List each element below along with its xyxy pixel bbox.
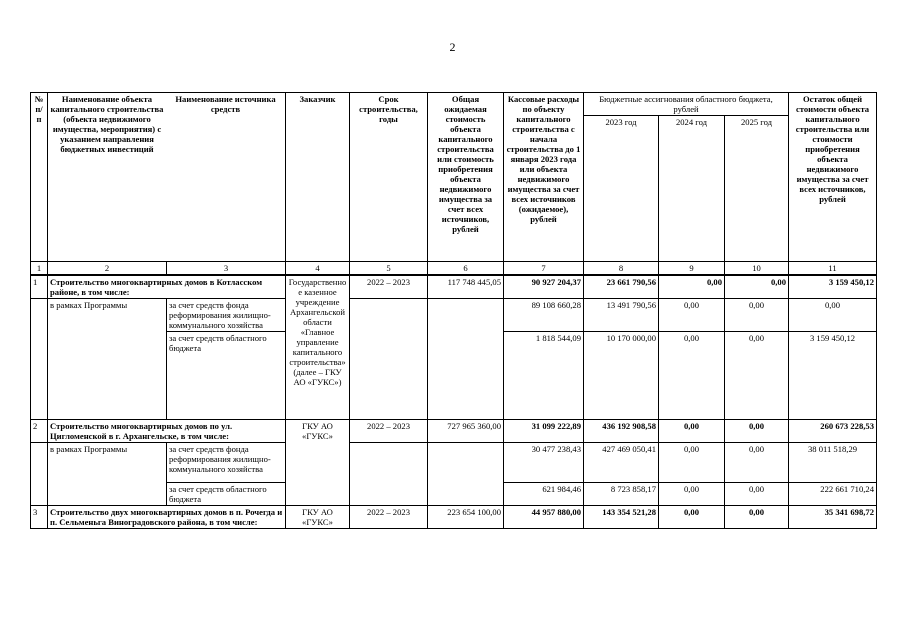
- header-term: Срок строительства, годы: [350, 93, 428, 262]
- row-2025: 0,00: [725, 420, 789, 443]
- row-2024: 0,00: [659, 275, 725, 299]
- col-number: 9: [659, 262, 725, 276]
- col-number: 11: [789, 262, 877, 276]
- budget-table: [30, 92, 877, 529]
- row-total: 223 654 100,00: [428, 506, 504, 529]
- header-2024: 2024 год: [659, 116, 725, 262]
- page-number: 2: [449, 40, 456, 54]
- row-rest: 35 341 698,72: [789, 506, 877, 529]
- row-2023: 10 170 000,00: [584, 332, 659, 420]
- row-2025: 0,00: [725, 483, 789, 506]
- row-rest: 3 159 450,12: [789, 332, 877, 420]
- row-total: 117 748 445,05: [428, 275, 504, 299]
- row-rest: 222 661 710,24: [789, 483, 877, 506]
- row-cash: 30 477 238,43: [504, 443, 584, 483]
- row-rest: 260 673 228,53: [789, 420, 877, 443]
- row-2025: 0,00: [725, 443, 789, 483]
- row-2025: 0,00: [725, 299, 789, 332]
- row-num: 2: [31, 420, 48, 443]
- row-source: за счет средств фонда реформирования жилищно-коммунального хозяйства: [167, 443, 286, 483]
- row-object: Строительство многоквартирных домов в Котласском районе, в том числе:: [48, 275, 286, 299]
- column-number-row: [31, 262, 877, 276]
- col-number: 1: [31, 262, 48, 276]
- row-cash: 89 108 660,28: [504, 299, 584, 332]
- header-customer: Заказчик: [286, 93, 350, 262]
- table-row: [31, 275, 877, 299]
- table-subrow: [31, 443, 877, 483]
- row-program: в рамках Программы: [48, 443, 167, 506]
- row-rest: 3 159 450,12: [789, 275, 877, 299]
- row-source: за счет средств областного бюджета: [167, 483, 286, 506]
- header-cash-expenses: Кассовые расходы по объекту капитального строительства с начала строительства до 1 января 2023 года или объекта недвижимого имущества за счет всех источников (ожидаемое), рублей: [504, 93, 584, 262]
- row-2025: 0,00: [725, 275, 789, 299]
- row-2024: 0,00: [659, 483, 725, 506]
- header-row: [31, 93, 877, 116]
- row-2023: 143 354 521,28: [584, 506, 659, 529]
- row-customer: Государственное казенное учреждение Архангельской области «Главное управление капитального строительства» (далее – ГКУ АО «ГУКС»): [286, 275, 350, 420]
- row-2023: 436 192 908,58: [584, 420, 659, 443]
- row-2024: 0,00: [659, 299, 725, 332]
- col-number: 8: [584, 262, 659, 276]
- row-2024: 0,00: [659, 420, 725, 443]
- row-2023: 427 469 050,41: [584, 443, 659, 483]
- table-row: [31, 420, 877, 443]
- col-number: 10: [725, 262, 789, 276]
- col-number: 5: [350, 262, 428, 276]
- header-object-source: [48, 93, 286, 262]
- row-rest: 0,00: [789, 299, 877, 332]
- col-number: 4: [286, 262, 350, 276]
- header-2025: 2025 год: [725, 116, 789, 262]
- col-number: 7: [504, 262, 584, 276]
- row-cash: 44 957 880,00: [504, 506, 584, 529]
- col-number: 6: [428, 262, 504, 276]
- table-subrow: [31, 299, 877, 332]
- row-source: за счет средств фонда реформирования жилищно-коммунального хозяйства: [167, 299, 286, 332]
- col-number: 2: [48, 262, 167, 276]
- row-num: 1: [31, 275, 48, 299]
- row-2023: 13 491 790,56: [584, 299, 659, 332]
- row-2025: 0,00: [725, 506, 789, 529]
- row-cash: 90 927 204,37: [504, 275, 584, 299]
- header-num: № п/п: [31, 93, 48, 262]
- row-object: Строительство многоквартирных домов по ул. Цигломенской в г. Архангельске, в том числе:: [48, 420, 286, 443]
- row-2024: 0,00: [659, 332, 725, 420]
- row-2024: 0,00: [659, 506, 725, 529]
- row-cash: 31 099 222,89: [504, 420, 584, 443]
- row-2023: 8 723 858,17: [584, 483, 659, 506]
- row-source: за счет средств областного бюджета: [167, 332, 286, 420]
- row-2023: 23 661 790,56: [584, 275, 659, 299]
- header-total-cost: Общая ожидаемая стоимость объекта капитального строительства или стоимость приобретения объекта недвижимого имущества за счет всех источников, рублей: [428, 93, 504, 262]
- row-cash: 1 818 544,09: [504, 332, 584, 420]
- row-2024: 0,00: [659, 443, 725, 483]
- row-term: 2022 – 2023: [350, 420, 428, 443]
- row-num: 3: [31, 506, 48, 529]
- header-2023: 2023 год: [584, 116, 659, 262]
- header-allocations: Бюджетные ассигнования областного бюджета, рублей: [584, 93, 789, 116]
- row-rest: 38 011 518,29: [789, 443, 877, 483]
- row-program: в рамках Программы: [48, 299, 167, 420]
- header-object: Наименование объекта капитального строительства (объекта недвижимого имущества, мероприятия) с указанием направления бюджетных инвестиций: [50, 94, 164, 154]
- row-term: 2022 – 2023: [350, 506, 428, 529]
- row-customer: ГКУ АО «ГУКС»: [286, 420, 350, 506]
- header-source: Наименование источника средств: [175, 94, 276, 114]
- row-object: Строительство двух многоквартирных домов в п. Рочегда и п. Сельменьга Виноградовского района, в том числе:: [48, 506, 286, 529]
- row-customer: ГКУ АО «ГУКС»: [286, 506, 350, 529]
- row-cash: 621 984,46: [504, 483, 584, 506]
- table-row: [31, 506, 877, 529]
- row-2025: 0,00: [725, 332, 789, 420]
- row-term: 2022 – 2023: [350, 275, 428, 299]
- col-number: 3: [167, 262, 286, 276]
- row-total: 727 965 360,00: [428, 420, 504, 443]
- header-remainder: Остаток общей стоимости объекта капитального строительства или стоимости приобретения объекта недвижимого имущества за счет всех источников, рублей: [789, 93, 877, 262]
